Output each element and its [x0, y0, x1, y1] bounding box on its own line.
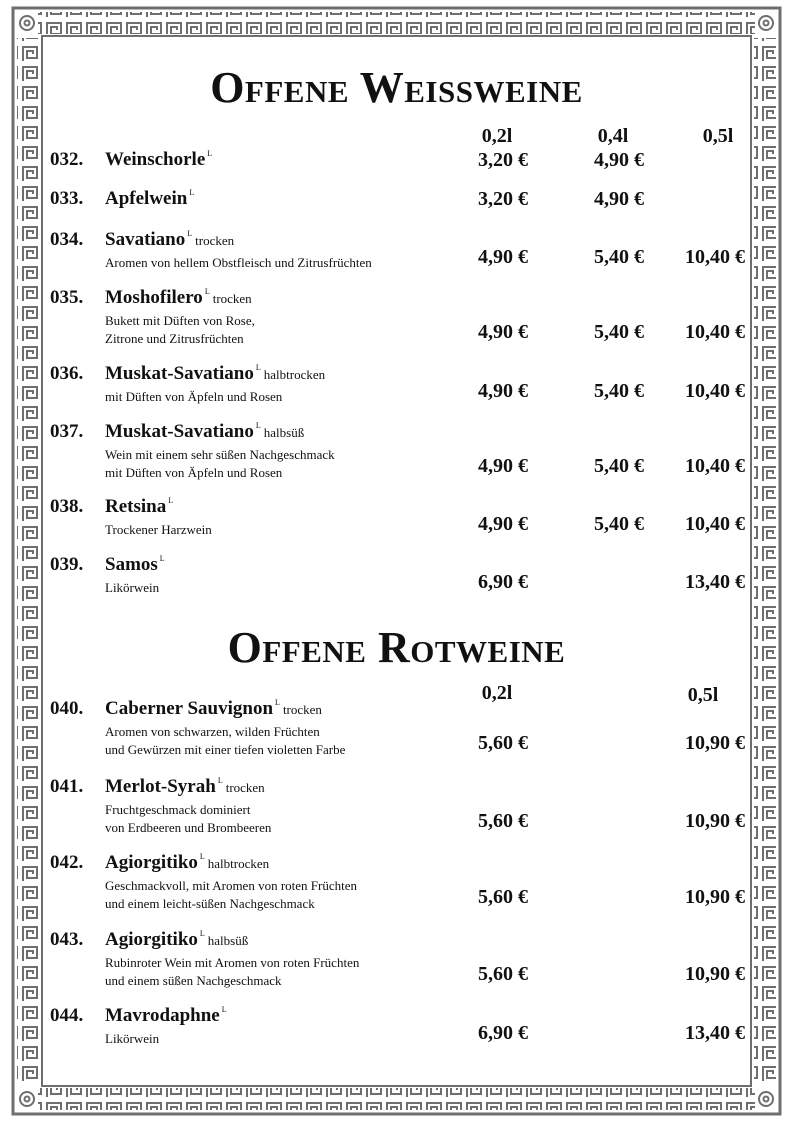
allergen-mark: L	[199, 852, 205, 861]
allergen-mark: L	[189, 188, 195, 197]
item-number: 043.	[50, 929, 84, 950]
menu-item	[50, 229, 750, 275]
item-number: 033.	[50, 188, 84, 209]
price-large: 10,40 €	[685, 246, 745, 268]
price-small: 4,90 €	[478, 380, 528, 402]
menu-item	[50, 496, 750, 538]
price-medium: 4,90 €	[594, 188, 644, 210]
item-name: Apfelwein	[105, 188, 188, 209]
item-description: Fruchtgeschmack dominiert	[105, 802, 251, 817]
allergen-mark: L	[159, 554, 165, 563]
price-large: 13,40 €	[685, 1022, 745, 1044]
size-header-04: 0,4l	[597, 125, 629, 147]
item-name-line	[105, 1005, 227, 1027]
menu-item	[50, 287, 750, 347]
item-name: Savatiano	[105, 229, 186, 250]
item-number: 039.	[50, 554, 84, 575]
item-number: 041.	[50, 776, 84, 797]
item-description: Likörwein	[105, 580, 160, 595]
price-small: 4,90 €	[478, 455, 528, 477]
price-small: 4,90 €	[478, 321, 528, 343]
size-header-05-red: 0,5l	[687, 684, 719, 706]
item-name: Weinschorle	[105, 149, 206, 170]
allergen-mark: L	[204, 287, 210, 296]
item-number: 036.	[50, 363, 84, 384]
price-large: 10,90 €	[685, 886, 745, 908]
menu-item	[50, 1005, 750, 1047]
item-number: 032.	[50, 149, 84, 170]
item-description: Geschmackvoll, mit Aromen von roten Früchten	[105, 878, 358, 893]
item-name-line	[105, 149, 212, 171]
item-number: 037.	[50, 421, 84, 442]
menu-item	[50, 554, 750, 596]
price-large: 10,40 €	[685, 380, 745, 402]
item-name-line	[105, 929, 248, 951]
item-number: 035.	[50, 287, 84, 308]
item-quality: halbsüß	[207, 933, 249, 948]
size-header-02-red: 0,2l	[481, 682, 513, 704]
item-name-line	[105, 363, 325, 385]
price-medium: 5,40 €	[594, 455, 644, 477]
price-large: 10,40 €	[685, 455, 745, 477]
menu-item	[50, 421, 750, 481]
item-name: Moshofilero	[105, 287, 203, 308]
item-quality: halbtrocken	[207, 856, 270, 871]
item-description: Wein mit einem sehr süßen Nachgeschmack	[105, 447, 335, 462]
item-name: Caberner Sauvignon	[105, 698, 274, 719]
price-small: 5,60 €	[478, 963, 528, 985]
allergen-mark: L	[255, 421, 261, 430]
allergen-mark: L	[168, 496, 174, 505]
price-large: 10,40 €	[685, 321, 745, 343]
allergen-mark: L	[221, 1005, 227, 1014]
allergen-mark: L	[255, 363, 261, 372]
price-medium: 5,40 €	[594, 321, 644, 343]
item-number: 038.	[50, 496, 84, 517]
price-large: 10,90 €	[685, 810, 745, 832]
size-header-02: 0,2l	[481, 125, 513, 147]
menu-item	[50, 363, 750, 405]
item-description: und einem süßen Nachgeschmack	[105, 973, 282, 988]
item-name-line	[105, 287, 252, 309]
menu-item	[50, 929, 750, 989]
item-name-line	[105, 776, 265, 798]
item-name-line	[105, 188, 194, 210]
menu-item	[50, 776, 750, 836]
price-small: 4,90 €	[478, 246, 528, 268]
item-quality: halbsüß	[263, 425, 305, 440]
price-medium: 5,40 €	[594, 246, 644, 268]
item-description: mit Düften von Äpfeln und Rosen	[105, 389, 283, 404]
section-title-red: Offene Rotweine	[227, 623, 566, 672]
allergen-mark: L	[207, 149, 213, 158]
item-name: Agiorgitiko	[105, 852, 198, 873]
price-small: 5,60 €	[478, 886, 528, 908]
price-large: 10,40 €	[685, 513, 745, 535]
item-quality: trocken	[225, 780, 265, 795]
price-small: 6,90 €	[478, 571, 528, 593]
price-medium: 5,40 €	[594, 380, 644, 402]
price-small: 6,90 €	[478, 1022, 528, 1044]
price-small: 5,60 €	[478, 732, 528, 754]
price-large: 13,40 €	[685, 571, 745, 593]
item-description: und Gewürzen mit einer tiefen violetten Farbe	[105, 742, 346, 757]
item-name-line	[105, 496, 173, 518]
item-name: Agiorgitiko	[105, 929, 198, 950]
item-name-line	[105, 698, 322, 720]
allergen-mark: L	[199, 929, 205, 938]
item-name: Samos	[105, 554, 158, 575]
item-description: Trockener Harzwein	[105, 522, 212, 537]
item-quality: trocken	[212, 291, 252, 306]
price-small: 5,60 €	[478, 810, 528, 832]
allergen-mark: L	[275, 698, 280, 707]
item-number: 044.	[50, 1005, 84, 1026]
menu-item	[50, 852, 750, 912]
price-medium: 5,40 €	[594, 513, 644, 535]
menu-item	[50, 149, 750, 175]
item-number: 034.	[50, 229, 84, 250]
price-small: 3,20 €	[478, 149, 528, 171]
item-description: Likörwein	[105, 1031, 160, 1046]
item-name-line	[105, 554, 165, 576]
item-description: Zitrone und Zitrusfrüchten	[105, 331, 244, 346]
item-description: Bukett mit Düften von Rose,	[105, 313, 255, 328]
item-number: 042.	[50, 852, 84, 873]
item-name: Muskat-Savatiano	[105, 421, 254, 442]
item-description: mit Düften von Äpfeln und Rosen	[105, 465, 283, 480]
item-name: Mavrodaphne	[105, 1005, 220, 1026]
allergen-mark: L	[187, 229, 193, 238]
item-number: 040.	[50, 698, 84, 719]
item-quality: trocken	[195, 233, 235, 248]
menu-item	[50, 188, 750, 214]
item-quality: trocken	[282, 702, 322, 717]
item-name-line	[105, 421, 304, 443]
size-header-05: 0,5l	[702, 125, 734, 147]
item-description: und einem leicht-süßen Nachgeschmack	[105, 896, 315, 911]
item-description: Aromen von schwarzen, wilden Früchten	[105, 724, 320, 739]
price-small: 3,20 €	[478, 188, 528, 210]
section-title-white: Offene Weissweine	[210, 63, 583, 112]
item-name: Muskat-Savatiano	[105, 363, 254, 384]
price-medium: 4,90 €	[594, 149, 644, 171]
item-name-line	[105, 852, 269, 874]
menu-item	[50, 698, 750, 758]
item-name: Merlot-Syrah	[105, 776, 216, 797]
item-name-line	[105, 229, 234, 251]
allergen-mark: L	[217, 776, 223, 785]
item-quality: halbtrocken	[263, 367, 326, 382]
item-description: von Erdbeeren und Brombeeren	[105, 820, 272, 835]
item-description: Aromen von hellem Obstfleisch und Zitrusfrüchten	[105, 255, 372, 270]
price-large: 10,90 €	[685, 963, 745, 985]
price-large: 10,90 €	[685, 732, 745, 754]
item-name: Retsina	[105, 496, 167, 517]
price-small: 4,90 €	[478, 513, 528, 535]
item-description: Rubinroter Wein mit Aromen von roten Früchten	[105, 955, 360, 970]
